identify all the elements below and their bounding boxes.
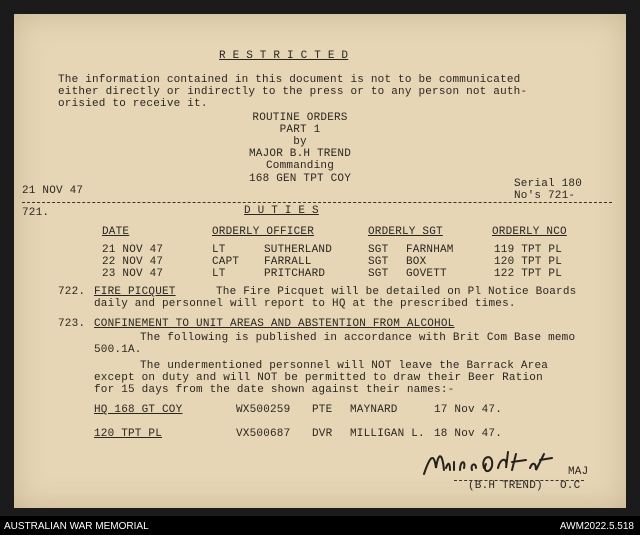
title-line-4: MAJOR B.H TREND bbox=[248, 148, 352, 160]
duties-number: 721. bbox=[22, 207, 50, 219]
entry-unit: HQ 168 GT COY bbox=[94, 404, 183, 416]
signature-line bbox=[454, 480, 584, 481]
officer-rank: CAPT bbox=[212, 256, 240, 268]
entry-rank: DVR bbox=[312, 428, 333, 440]
entry-number: VX500687 bbox=[236, 428, 291, 440]
confinement-para1-line-2: 500.1A. bbox=[94, 344, 142, 356]
title-line-6: 168 GEN TPT COY bbox=[248, 173, 352, 185]
duties-col-nco: ORDERLY NCO bbox=[492, 226, 567, 238]
confinement-heading: CONFINEMENT TO UNIT AREAS AND ABSTENTION FROM ALCOHOL bbox=[94, 318, 455, 330]
footer-accession-number: AWM2022.5.518 bbox=[559, 521, 634, 532]
warning-line-2: either directly or indirectly to the press or to any person not auth- bbox=[58, 86, 528, 98]
classification-heading: R E S T R I C T E D bbox=[219, 50, 349, 62]
sgt-name: BOX bbox=[406, 256, 427, 268]
fire-text-line-1: The Fire Picquet will be detailed on Pl Notice Boards bbox=[216, 286, 577, 298]
warning-line-3: orisied to receive it. bbox=[58, 98, 208, 110]
sgt-rank: SGT bbox=[368, 256, 389, 268]
confinement-para2-line-1: The undermentioned personnel will NOT leave the Barrack Area bbox=[140, 360, 549, 372]
fire-text-line-2: daily and personnel will report to HQ at the prescribed times. bbox=[94, 298, 516, 310]
sgt-rank: SGT bbox=[368, 268, 389, 280]
entry-date: 17 Nov 47. bbox=[434, 404, 503, 416]
fire-number: 722. bbox=[58, 286, 86, 298]
entry-name: MAYNARD bbox=[350, 404, 398, 416]
sgt-name: GOVETT bbox=[406, 268, 447, 280]
duties-col-sgt: ORDERLY SGT bbox=[368, 226, 443, 238]
order-numbers: No's 721- bbox=[514, 190, 576, 202]
separator-line bbox=[22, 202, 612, 203]
confinement-para1-line-1: The following is published in accordance with Brit Com Base memo bbox=[140, 332, 576, 344]
entry-date: 18 Nov 47. bbox=[434, 428, 503, 440]
duties-heading: D U T I E S bbox=[244, 205, 319, 217]
duty-date: 22 NOV 47 bbox=[102, 256, 164, 268]
confinement-para2-line-2: except on duty and will NOT be permitted to draw their Beer Ration bbox=[94, 372, 543, 384]
confinement-para2-line-3: for 15 days from the date shown against their names:- bbox=[94, 384, 455, 396]
order-date: 21 NOV 47 bbox=[22, 185, 84, 197]
archive-footer bbox=[0, 516, 640, 535]
confinement-number: 723. bbox=[58, 318, 86, 330]
footer-institution: AUSTRALIAN WAR MEMORIAL bbox=[4, 521, 149, 532]
signature-role: O.C bbox=[560, 480, 581, 492]
title-line-2: PART 1 bbox=[279, 124, 321, 136]
officer-rank: LT bbox=[212, 268, 226, 280]
fire-heading: FIRE PICQUET bbox=[94, 286, 176, 298]
duty-date: 21 NOV 47 bbox=[102, 244, 164, 256]
warning-line-1: The information contained in this document is not to be communicated bbox=[58, 74, 521, 86]
title-line-1: ROUTINE ORDERS bbox=[252, 112, 348, 124]
duties-col-officer: ORDERLY OFFICER bbox=[212, 226, 315, 238]
officer-name: FARRALL bbox=[264, 256, 312, 268]
handwritten-signature bbox=[420, 446, 570, 480]
signature-initials: MAJ bbox=[568, 466, 589, 478]
sgt-rank: SGT bbox=[368, 244, 389, 256]
officer-name: SUTHERLAND bbox=[264, 244, 333, 256]
title-line-5: Commanding bbox=[265, 160, 334, 172]
duties-col-date: DATE bbox=[102, 226, 130, 238]
nco-unit: 119 TPT PL bbox=[494, 244, 563, 256]
document-page bbox=[14, 14, 626, 508]
nco-unit: 120 TPT PL bbox=[494, 256, 563, 268]
entry-number: WX500259 bbox=[236, 404, 291, 416]
sgt-name: FARNHAM bbox=[406, 244, 454, 256]
entry-rank: PTE bbox=[312, 404, 333, 416]
entry-name: MILLIGAN L. bbox=[350, 428, 425, 440]
entry-unit: 120 TPT PL bbox=[94, 428, 163, 440]
signature-name: (B.H TREND) bbox=[468, 480, 543, 492]
nco-unit: 122 TPT PL bbox=[494, 268, 563, 280]
serial-number: Serial 180 bbox=[514, 178, 583, 190]
officer-rank: LT bbox=[212, 244, 226, 256]
duty-date: 23 NOV 47 bbox=[102, 268, 164, 280]
officer-name: PRITCHARD bbox=[264, 268, 326, 280]
title-line-3: by bbox=[293, 136, 307, 148]
